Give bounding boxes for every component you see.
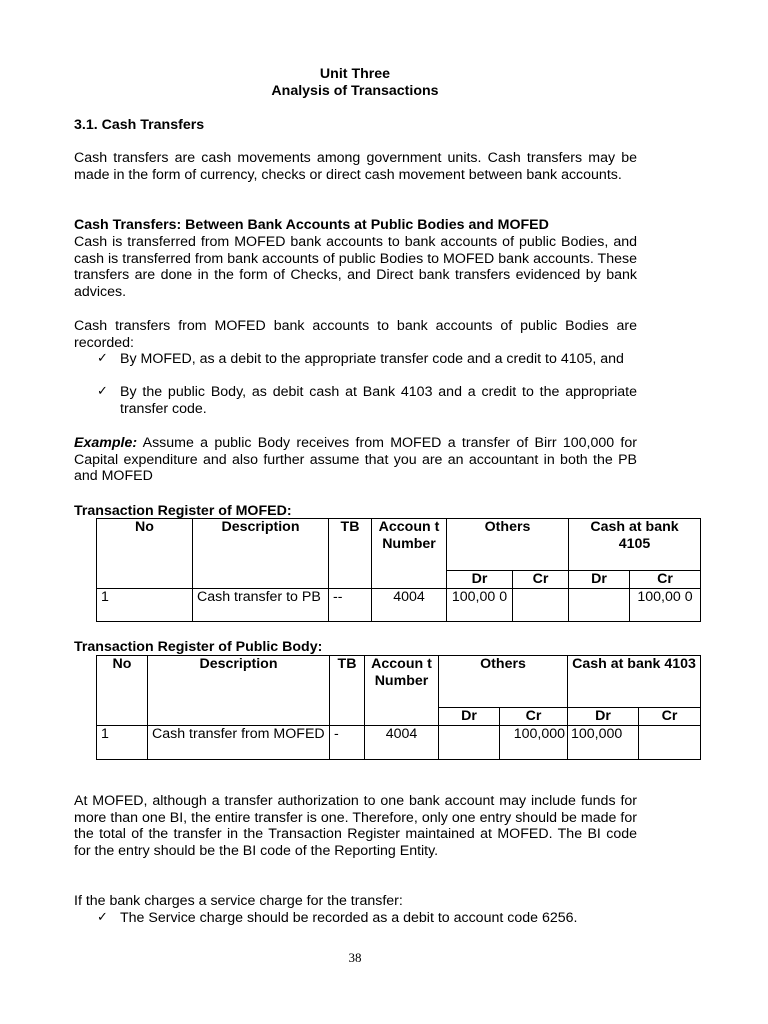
col-cash-dr: Dr	[569, 571, 630, 589]
col-others: Others	[447, 519, 569, 571]
example-text: Assume a public Body receives from MOFED a transfer of Birr 100,000 for Capital expenditure and also further assume that you are an accountant in both the PB and MOFED	[74, 435, 637, 485]
mofed-register-title: Transaction Register of MOFED:	[74, 503, 292, 519]
col-others-cr: Cr	[500, 708, 568, 726]
service-intro: If the bank charges a service charge for the transfer:	[74, 893, 403, 909]
unit-heading: Unit Three	[319, 66, 391, 82]
cell-description: Cash transfer to PB	[193, 588, 329, 621]
checkmark-icon: ✓	[97, 384, 108, 399]
bullet-text: By the public Body, as debit cash at Bank 4103 and a credit to the appropriate transfer code.	[120, 384, 637, 417]
unit-title: Analysis of Transactions	[271, 83, 439, 99]
cell-cash-cr	[639, 725, 701, 759]
col-account-number: Accoun t Number	[372, 519, 447, 589]
section-title: 3.1. Cash Transfers	[74, 117, 205, 133]
col-others-dr: Dr	[439, 708, 500, 726]
col-tb: TB	[329, 519, 372, 589]
bullet-text: The Service charge should be recorded as a debit to account code 6256.	[120, 910, 578, 926]
cell-account: 4004	[372, 588, 447, 621]
table-header-row	[97, 656, 701, 708]
bullet-item	[97, 384, 637, 417]
col-cash-cr: Cr	[630, 571, 701, 589]
pb-register-title: Transaction Register of Public Body:	[74, 639, 323, 655]
table-header-row	[97, 519, 701, 571]
cell-no: 1	[97, 588, 193, 621]
page-number: 38	[348, 950, 362, 965]
cell-cash-cr: 100,00 0	[630, 588, 701, 621]
col-cash-at-bank: Cash at bank 4103	[568, 656, 701, 708]
cell-cash-dr	[569, 588, 630, 621]
cell-others-cr	[513, 588, 569, 621]
col-others-dr: Dr	[447, 571, 513, 589]
bullet-item	[97, 351, 637, 368]
closing-paragraph: At MOFED, although a transfer authorization to one bank account may include funds for more than one BI, the entire transfer is one. Therefore, only one entry should be made for the total of the transfer in the Transaction Register maintained at MOFED. The BI code for the entry should be the BI code of the Reporting Entity.	[74, 793, 637, 859]
col-cash-cr: Cr	[639, 708, 701, 726]
pb-register-table	[96, 655, 701, 760]
col-no: No	[97, 656, 148, 726]
checkmark-icon: ✓	[97, 910, 108, 925]
cell-others-cr: 100,000	[500, 725, 568, 759]
example-paragraph	[74, 435, 637, 485]
col-tb: TB	[330, 656, 365, 726]
cell-account: 4004	[365, 725, 439, 759]
cell-others-dr	[439, 725, 500, 759]
cell-others-dr: 100,00 0	[447, 588, 513, 621]
col-others-cr: Cr	[513, 571, 569, 589]
sub-paragraph: Cash is transferred from MOFED bank accounts to bank accounts of public Bodies, and cash is transferred from bank accounts of public Bodies to MOFED bank accounts. These transfers are done in the form of Checks, and Direct bank transfers evidenced by bank advices.	[74, 234, 637, 300]
recorded-intro: Cash transfers from MOFED bank accounts to bank accounts of public Bodies are recorded:	[74, 318, 637, 351]
col-cash-dr: Dr	[568, 708, 639, 726]
cell-tb: --	[329, 588, 372, 621]
sub-heading: Cash Transfers: Between Bank Accounts at Public Bodies and MOFED	[74, 217, 549, 233]
intro-paragraph: Cash transfers are cash movements among government units. Cash transfers may be made in the form of currency, checks or direct cash movement between bank accounts.	[74, 150, 637, 183]
col-description: Description	[193, 519, 329, 589]
col-cash-at-bank: Cash at bank 4105	[569, 519, 701, 571]
cell-tb: -	[330, 725, 365, 759]
col-no: No	[97, 519, 193, 589]
col-others: Others	[439, 656, 568, 708]
bullet-item	[97, 910, 637, 927]
mofed-register-table	[96, 518, 701, 622]
cell-cash-dr: 100,000	[568, 725, 639, 759]
table-row	[97, 588, 701, 621]
checkmark-icon: ✓	[97, 351, 108, 366]
table-row	[97, 725, 701, 759]
cell-no: 1	[97, 725, 148, 759]
col-account-number: Accoun t Number	[365, 656, 439, 726]
bullet-text: By MOFED, as a debit to the appropriate transfer code and a credit to 4105, and	[120, 351, 624, 367]
example-label: Example:	[74, 435, 138, 451]
cell-description: Cash transfer from MOFED	[148, 725, 330, 759]
col-description: Description	[148, 656, 330, 726]
